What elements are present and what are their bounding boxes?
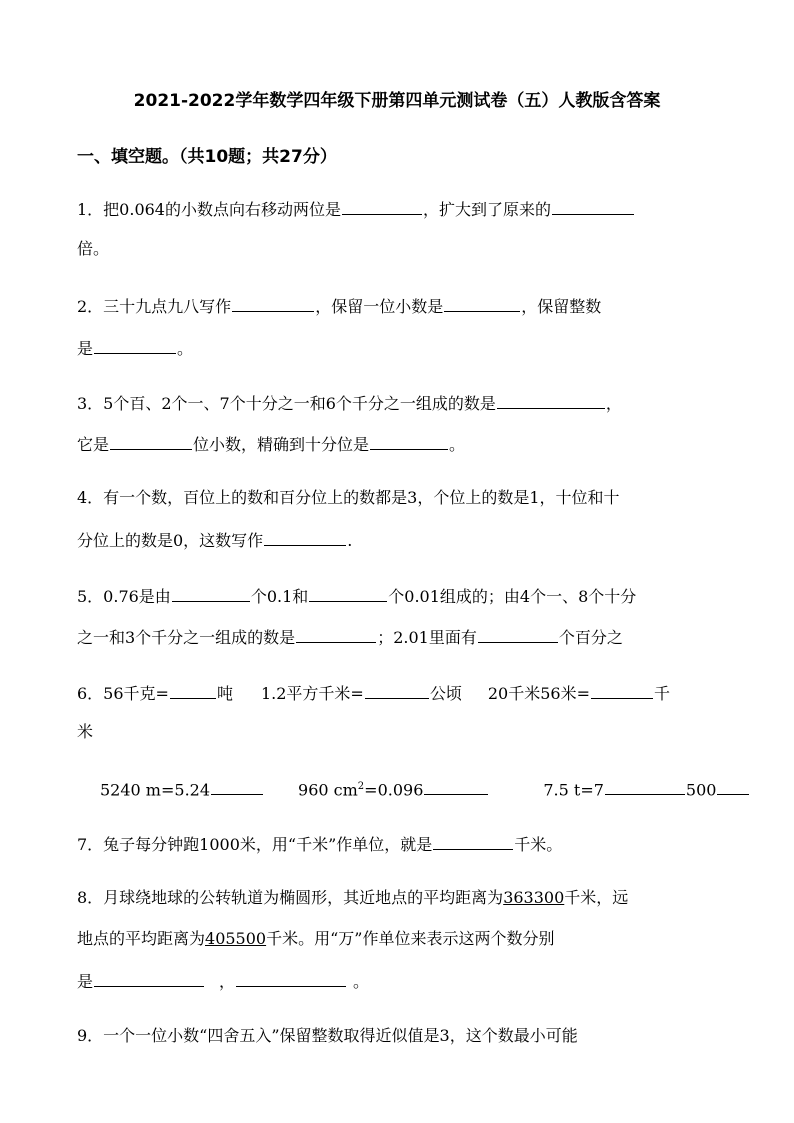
page-title: 2021-2022学年数学四年级下册第四单元测试卷（五）人教版含答案 — [133, 91, 661, 111]
answer-blank[interactable] — [478, 626, 558, 643]
answer-blank[interactable] — [605, 778, 685, 795]
answer-blank[interactable] — [110, 433, 192, 450]
question-9-line-1: 9．一个一位小数“四舍五入”保留整数取得近似值是3，这个数最小可能 — [77, 1026, 578, 1045]
answer-blank[interactable] — [172, 585, 250, 602]
question-3-line-2: 它是 位小数，精确到十分位是 。 — [77, 435, 466, 454]
underlined-number: 405500 — [205, 929, 267, 948]
question-4-line-1: 4．有一个数，百位上的数和百分位上的数都是3，个位上的数是1，十位和十 — [77, 488, 620, 507]
question-2-line-1: 2．三十九点九八写作 ，保留一位小数是 ，保留整数 — [77, 297, 602, 316]
answer-blank[interactable] — [211, 778, 263, 795]
answer-blank[interactable] — [424, 778, 488, 795]
answer-blank[interactable] — [444, 295, 520, 312]
answer-blank[interactable] — [170, 682, 216, 699]
answer-blank[interactable] — [552, 198, 634, 215]
question-6-line-1: 6．56千克= 吨 1.2平方千米= 公顷 20千米56米= 千 — [77, 684, 670, 703]
answer-blank[interactable] — [94, 970, 204, 987]
answer-blank[interactable] — [717, 778, 749, 795]
answer-blank[interactable] — [342, 198, 422, 215]
answer-blank[interactable] — [232, 295, 314, 312]
question-1-line-1: 1．把0.064的小数点向右移动两位是 ，扩大到了原来的 — [77, 198, 635, 220]
answer-blank[interactable] — [591, 682, 653, 699]
question-7-line-1: 7．兔子每分钟跑1000米，用“千米”作单位，就是 千米。 — [77, 835, 563, 854]
question-3-line-1: 3．5个百、2个一、7个十分之一和6个千分之一组成的数是 ， — [77, 394, 622, 413]
question-6-line-3: 5240 m=5.24 960 $cm^2=0.096$ 7.5 t=7 500 — [100, 777, 750, 800]
question-2-line-2: 是 。 — [77, 339, 194, 358]
answer-blank[interactable] — [236, 970, 346, 987]
question-6-line-2: 米 — [77, 722, 94, 741]
answer-blank[interactable] — [497, 392, 605, 409]
answer-blank[interactable] — [433, 833, 513, 850]
question-4-line-2: 分位上的数是0，这数写作 . — [77, 531, 353, 550]
answer-blank[interactable] — [370, 433, 448, 450]
answer-blank[interactable] — [365, 682, 429, 699]
question-5-line-1: 5．0.76是由 个0.1和 个0.01组成的；由4个一、8个十分 — [77, 587, 637, 606]
section-heading: 一、填空题。（共10题；共27分） — [77, 147, 337, 167]
question-1-line-2: 倍。 — [77, 239, 110, 258]
question-8-line-2: 地点的平均距离为405500千米。用“万”作单位来表示这两个数分别 — [77, 929, 555, 948]
answer-blank[interactable] — [309, 585, 387, 602]
underlined-number: 363300 — [503, 888, 565, 907]
question-5-line-2: 之一和3个千分之一组成的数是 ；2.01里面有 个百分之 — [77, 628, 623, 647]
question-8-line-1: 8．月球绕地球的公转轨道为椭圆形，其近地点的平均距离为363300千米，远 — [77, 888, 629, 907]
answer-blank[interactable] — [264, 529, 346, 546]
answer-blank[interactable] — [94, 337, 176, 354]
answer-blank[interactable] — [296, 626, 376, 643]
question-8-line-3: 是 ， 。 — [77, 972, 370, 991]
